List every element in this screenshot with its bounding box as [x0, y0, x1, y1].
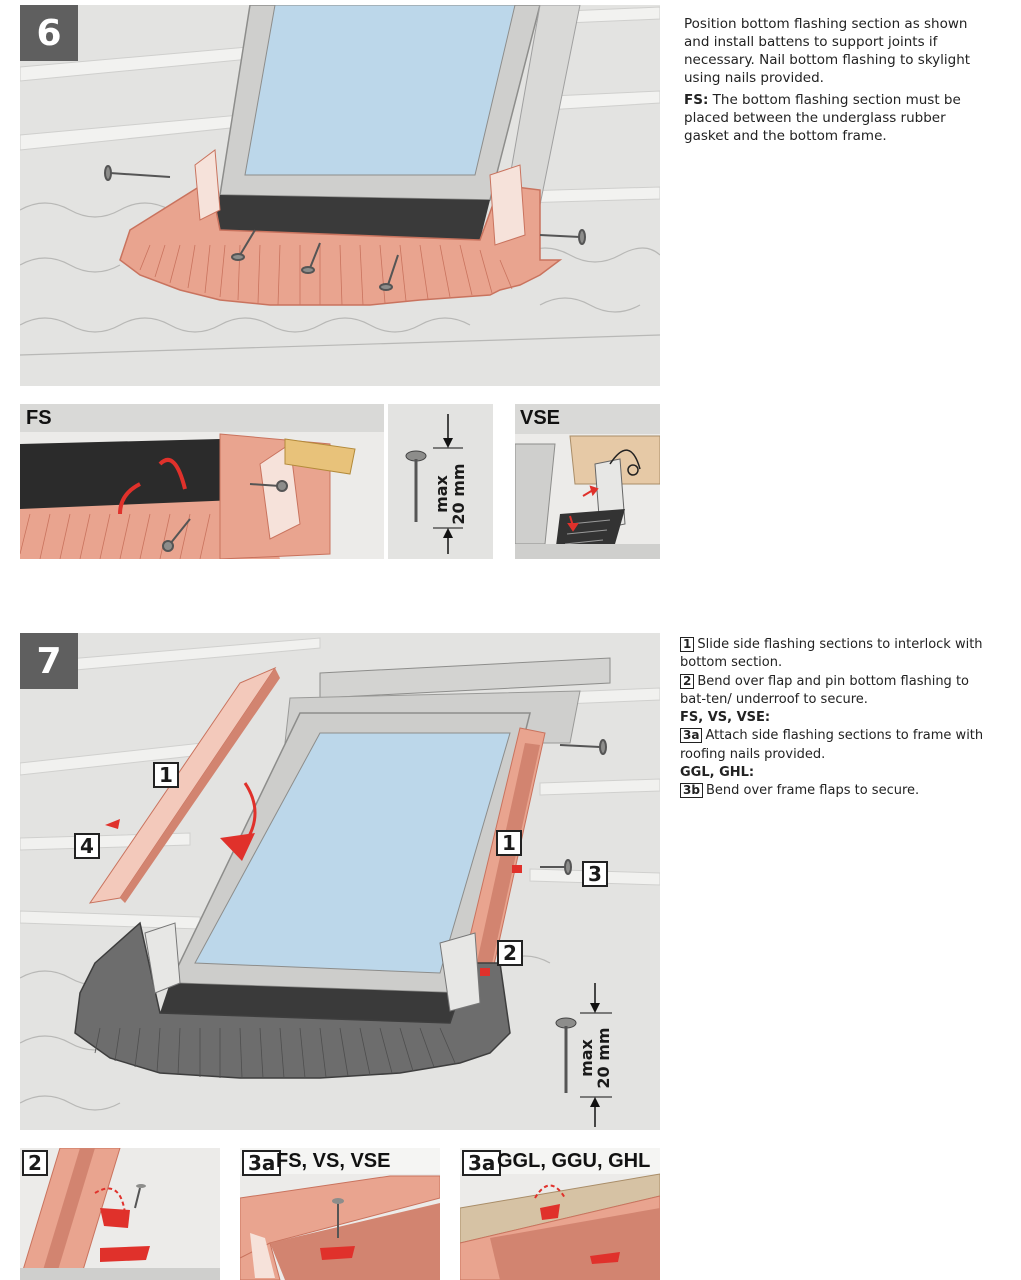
detail-3a-fs-number: 3a: [242, 1150, 281, 1176]
step6-fs-text: The bottom flashing section must be placed between the underglass rubber gasket and the bottom frame.: [684, 92, 961, 144]
step7-roof-drawing: [20, 633, 660, 1130]
detail-3a-ggl-number: 3a: [462, 1150, 501, 1176]
detail-2-panel: [20, 1148, 220, 1280]
step7-item-3a-text: Attach side flashing sections to frame with roofing nails provided.: [680, 728, 984, 762]
step7-number-badge: 7: [20, 633, 78, 689]
step6-number-badge: 6: [20, 5, 78, 61]
step6-instruction-text: Position bottom flashing section as shown and install battens to support joints if necessary. Nail bottom flashing to skylight using nails provided.: [684, 16, 971, 86]
step7-item-1: [680, 636, 990, 673]
fs-detail-drawing: [20, 404, 384, 559]
step7-item-3a-num: 3a: [680, 728, 702, 743]
callout-2: 2: [497, 940, 523, 966]
step6-fs-note: [684, 91, 994, 145]
step6-fs-label: FS:: [684, 92, 709, 108]
callout-4: 4: [74, 833, 100, 859]
step7-item-3b-num: 3b: [680, 783, 703, 798]
step7-item-3b-text: Bend over frame flaps to secure.: [705, 783, 920, 799]
step7-group1-label: FS, VS, VSE:: [680, 710, 771, 726]
step6-dim-value: 20 mm: [449, 463, 468, 525]
vse-detail-title: VSE: [520, 407, 561, 429]
step7-item-2-text: Bend over flap and pin bottom flashing to bat-ten/ underroof to secure.: [680, 673, 969, 707]
step6-dim-max: max: [432, 475, 451, 513]
step6-roof-drawing: [20, 5, 660, 386]
fs-detail-title: FS: [26, 407, 52, 429]
step7-item-3b: [680, 782, 990, 800]
step7-item-1-text: Slide side flashing sections to interlock with bottom section.: [680, 637, 983, 671]
step7-item-2-num: 2: [680, 674, 694, 689]
step7-item-1-num: 1: [680, 637, 694, 652]
step7-dim-value: 20 mm: [594, 1027, 613, 1089]
detail-2-number: 2: [22, 1150, 48, 1176]
callout-1-left: 1: [153, 762, 179, 788]
step7-group2-label: GGL, GHL:: [680, 765, 755, 781]
step7-dim-max: max: [577, 1039, 596, 1077]
detail-2-drawing: [20, 1148, 220, 1280]
callout-3: 3: [582, 861, 608, 887]
step7-item-2: [680, 673, 990, 710]
step7-dim-label: [578, 1018, 612, 1098]
detail-3a-fs-title: FS, VS, VSE: [276, 1150, 391, 1172]
step6-dim-label: [433, 459, 467, 529]
detail-3a-ggl-title: GGL, GGU, GHL: [497, 1150, 651, 1172]
fs-detail-panel: [20, 404, 384, 559]
step7-instructions: [680, 636, 990, 801]
step7-illustration: [20, 633, 660, 1130]
step6-instructions: [684, 15, 994, 149]
step7-item-3a: [680, 727, 990, 764]
callout-1-right: 1: [496, 830, 522, 856]
step6-illustration: [20, 5, 660, 386]
